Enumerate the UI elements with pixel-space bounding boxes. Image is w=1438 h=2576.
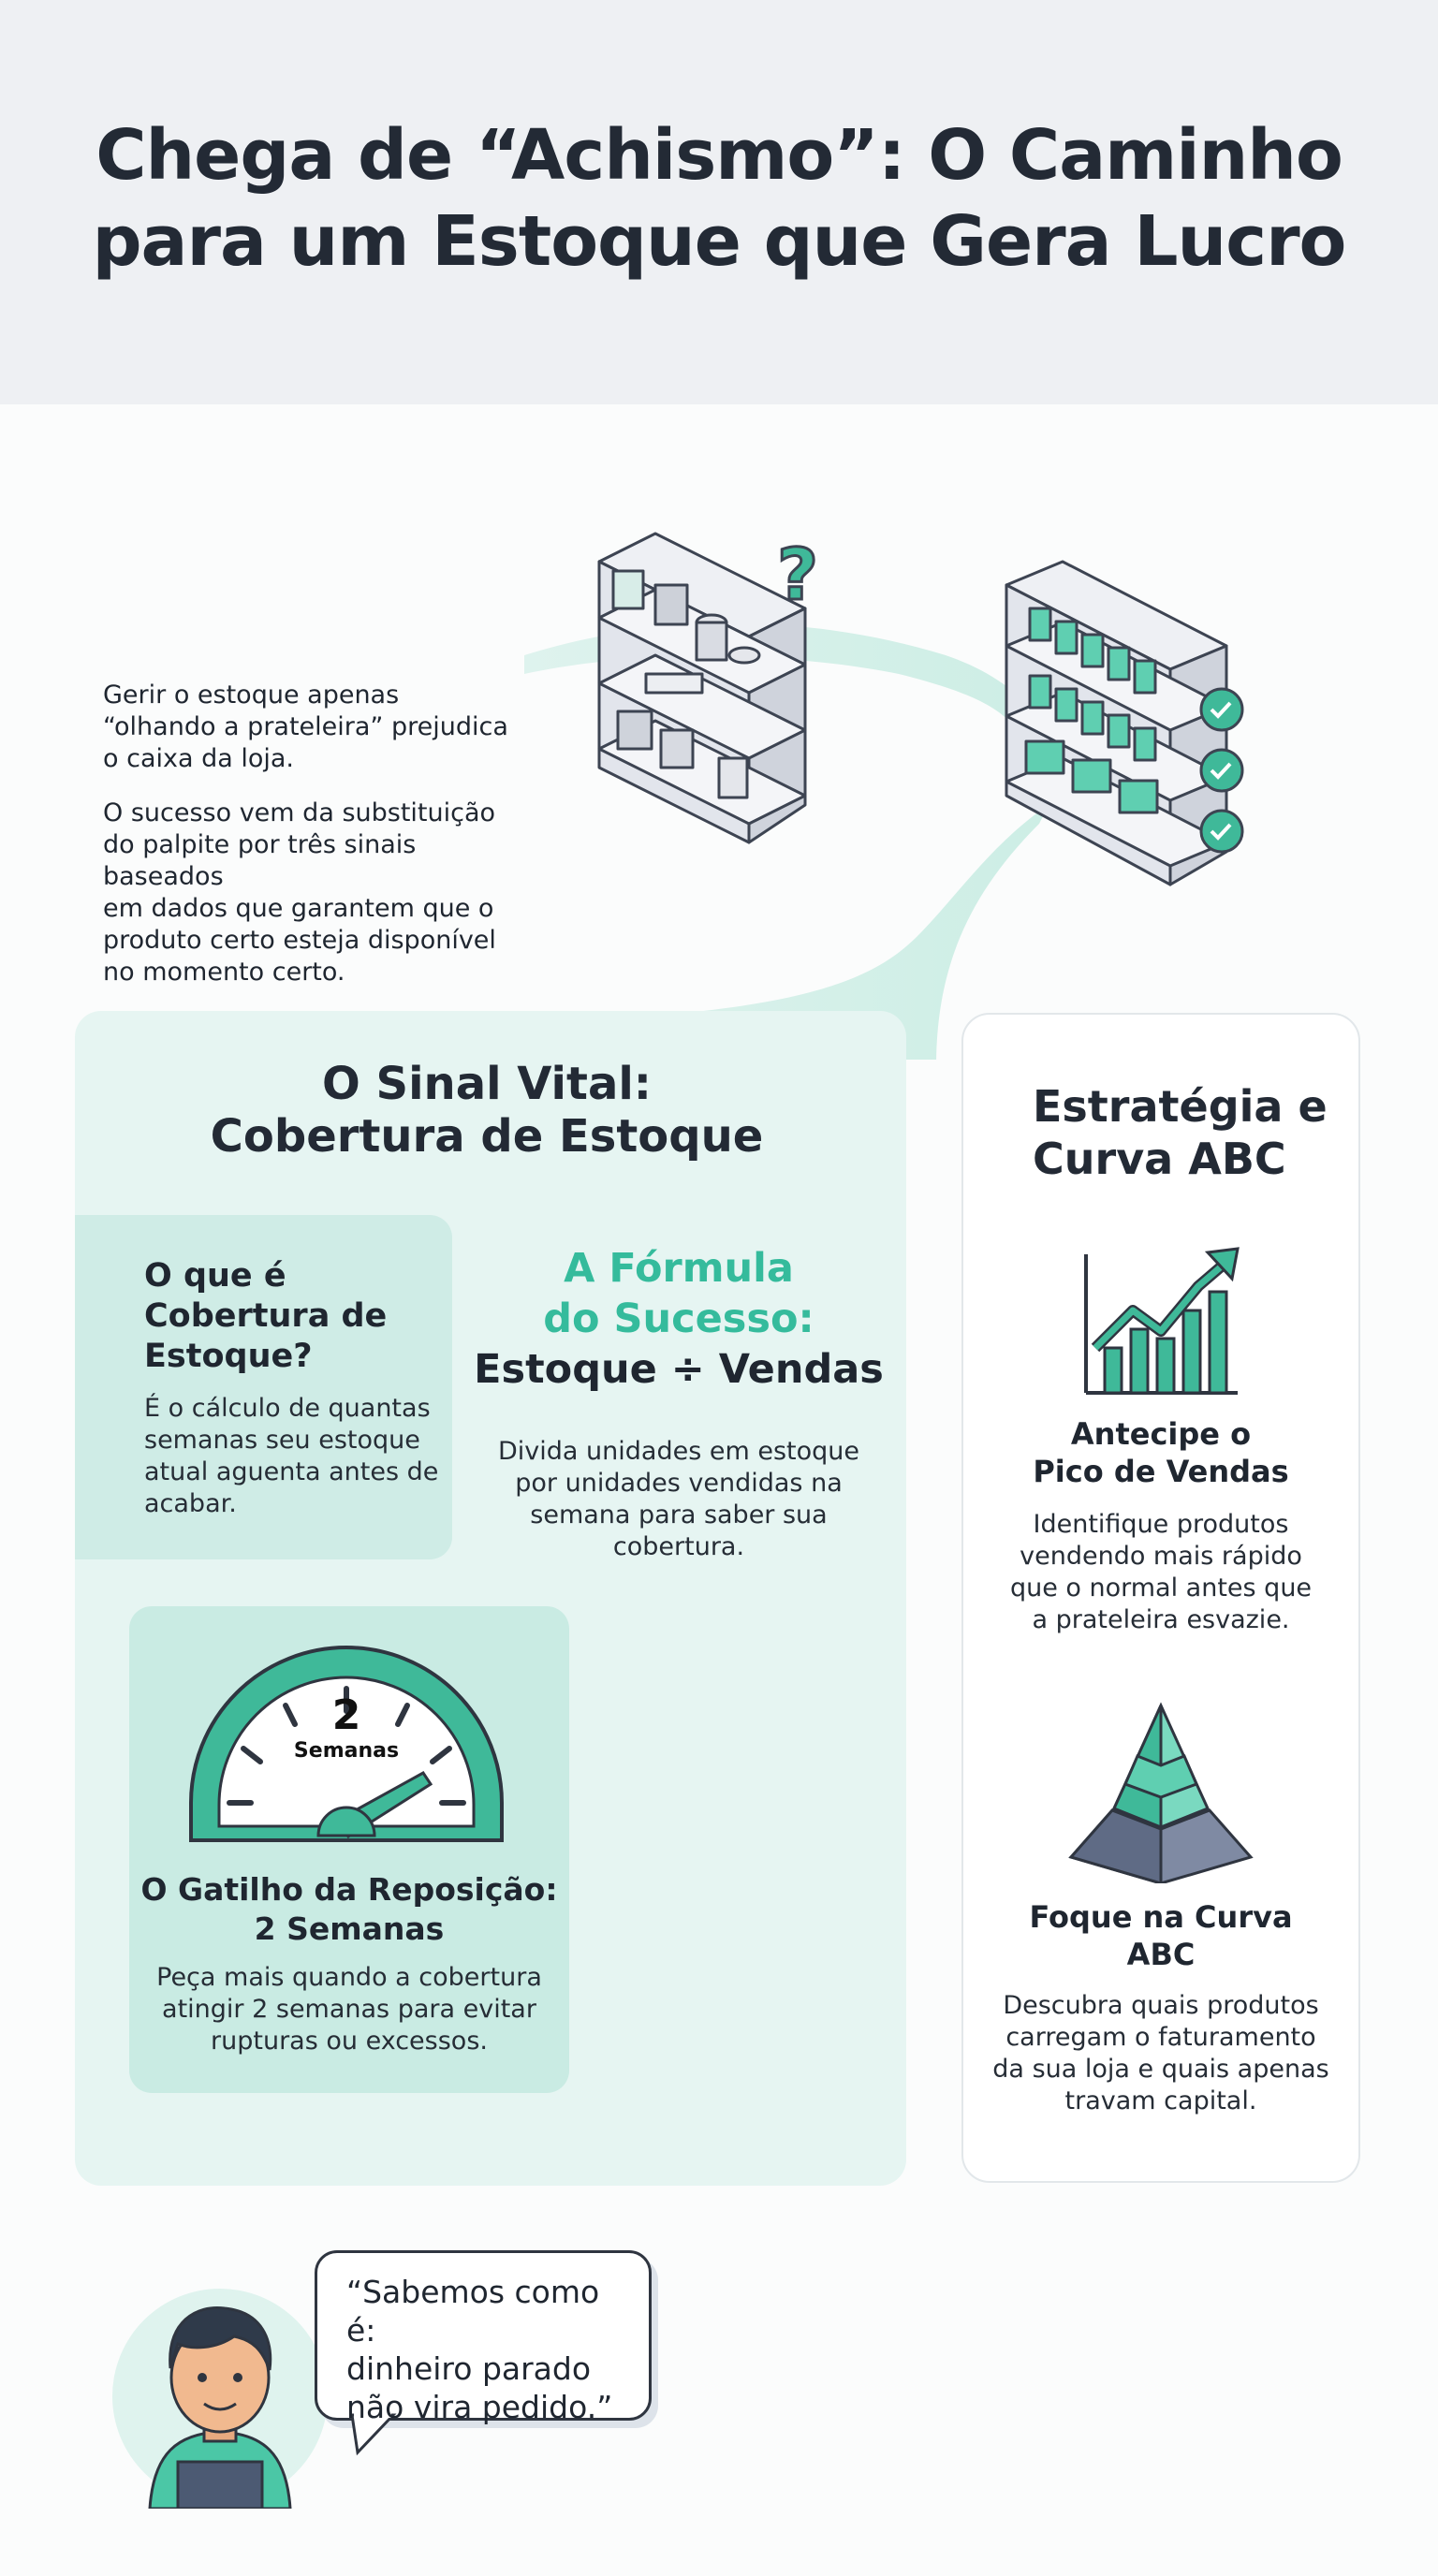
peak-sales-title: Antecipe o Pico de Vendas: [1033, 1416, 1289, 1489]
gauge-unit: Semanas: [293, 1739, 400, 1763]
abc-curve-title: Foque na Curva ABC: [1029, 1899, 1293, 1972]
formula-equation: Estoque ÷ Vendas: [474, 1346, 884, 1393]
vital-sign-title: O Sinal Vital: Cobertura de Estoque: [210, 1058, 764, 1163]
reorder-trigger-title: O Gatilho da Reposição: 2 Semanas: [140, 1871, 558, 1947]
pyramid-icon: [1067, 1696, 1255, 1883]
formula-text: Divida unidades em estoque por unidades vendidas na semana para saber sua cobertura.: [498, 1437, 859, 1561]
peak-sales-text: Identifique produtos vendendo mais rápido que o normal antes que a prateleira esvazie.: [1009, 1510, 1313, 1634]
what-is-coverage-title: O que é Cobertura de Estoque?: [144, 1257, 388, 1375]
intro-paragraph-1: Gerir o estoque apenas “olhando a prateleira” prejudica o caixa da loja.: [103, 681, 508, 773]
formula-title: A Fórmula do Sucesso: Estoque ÷ Vendas: [468, 1243, 889, 1395]
page-title: Chega de “Achismo”: O Caminho para um Estoque que Gera Lucro: [92, 115, 1346, 282]
reorder-trigger-text: Peça mais quando a cobertura atingir 2 semanas para evitar rupturas ou excessos.: [156, 1963, 542, 2056]
organized-shelf-icon: [1006, 562, 1226, 885]
growth-chart-icon: [1077, 1245, 1245, 1399]
intro-paragraph-2: O sucesso vem da substituição do palpite por três sinais baseados em dados que garantem que o produto certo esteja disponível no momento certo.: [103, 798, 496, 987]
strategy-title: Estratégia e Curva ABC: [1033, 1081, 1328, 1184]
shopkeeper-avatar: [112, 2247, 328, 2509]
gauge-value: 2: [331, 1691, 361, 1739]
question-mark-icon: ?: [777, 533, 819, 616]
what-is-coverage-text: É o cálculo de quantas semanas seu estoque atual aguenta antes de acabar.: [144, 1394, 439, 1518]
check-icons: [1201, 689, 1242, 852]
messy-shelf-icon: [599, 534, 805, 842]
abc-curve-text: Descubra quais produtos carregam o faturamento da sua loja e quais apenas travam capital.: [992, 1991, 1329, 2115]
quote-text: “Sabemos como é: dinheiro parado não vira pedido.”: [346, 2274, 613, 2425]
